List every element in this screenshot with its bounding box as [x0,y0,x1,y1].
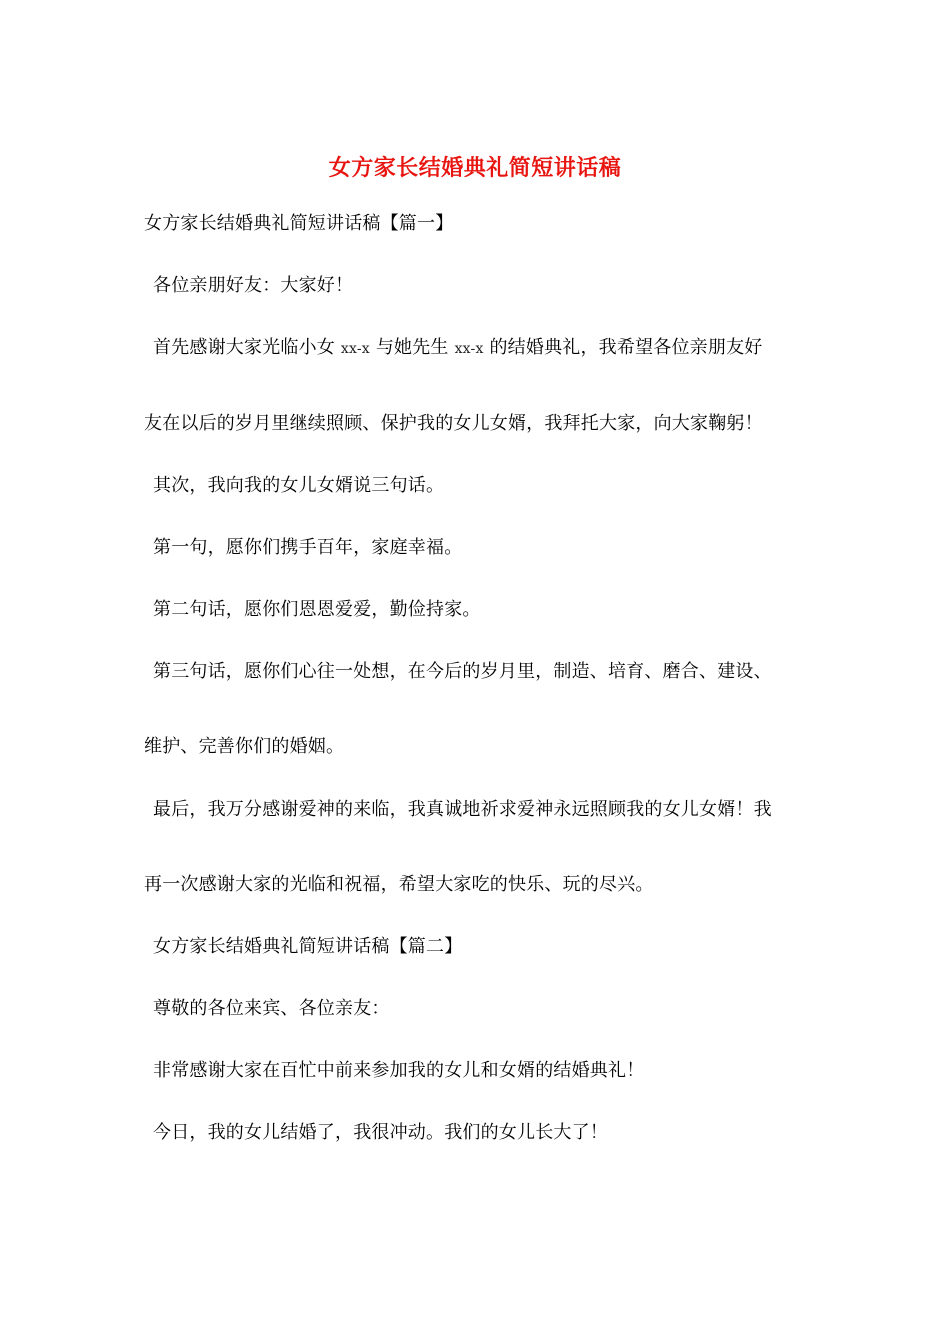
paragraph-1-text-a: 首先感谢大家光临小女 [153,337,341,358]
greeting-1: 各位亲朋好友：大家好！ [153,275,354,296]
greeting-2: 尊敬的各位来宾、各位亲友： [153,998,390,1019]
placeholder-name-bride: xx-x [340,341,370,357]
paragraph-4: 第二句话，愿你们恩恩爱爱，勤俭持家。 [153,599,481,620]
paragraph-1-line-1 [153,334,762,363]
section-heading-1: 女方家长结婚典礼简短讲话稿【篇一】 [144,213,454,234]
placeholder-name-groom: xx-x [454,341,484,357]
paragraph-1-line-2: 友在以后的岁月里继续照顾、保护我的女儿女婿，我拜托大家，向大家鞠躬！ [144,413,763,434]
paragraph-5-line-1: 第三句话，愿你们心往一处想，在今后的岁月里，制造、培育、磨合、建设、 [153,661,772,682]
paragraph-2: 其次，我向我的女儿女婿说三句话。 [153,475,445,496]
paragraph-5-line-2: 维护、完善你们的婚姻。 [144,736,345,757]
document-title: 女方家长结婚典礼简短讲话稿 [328,155,622,181]
paragraph-1-text-b: 与她先生 [369,337,455,358]
paragraph-6-line-1: 最后，我万分感谢爱神的来临，我真诚地祈求爱神永远照顾我的女儿女婿！我 [153,799,772,820]
paragraph-8: 今日，我的女儿结婚了，我很冲动。我们的女儿长大了！ [153,1122,608,1143]
paragraph-3: 第一句，愿你们携手百年，家庭幸福。 [153,537,463,558]
paragraph-6-line-2: 再一次感谢大家的光临和祝福，希望大家吃的快乐、玩的尽兴。 [144,874,654,895]
section-heading-2: 女方家长结婚典礼简短讲话稿【篇二】 [153,936,463,957]
paragraph-7: 非常感谢大家在百忙中前来参加我的女儿和女婿的结婚典礼！ [153,1060,645,1081]
paragraph-1-text-c: 的结婚典礼，我希望各位亲朋友好 [483,337,763,358]
